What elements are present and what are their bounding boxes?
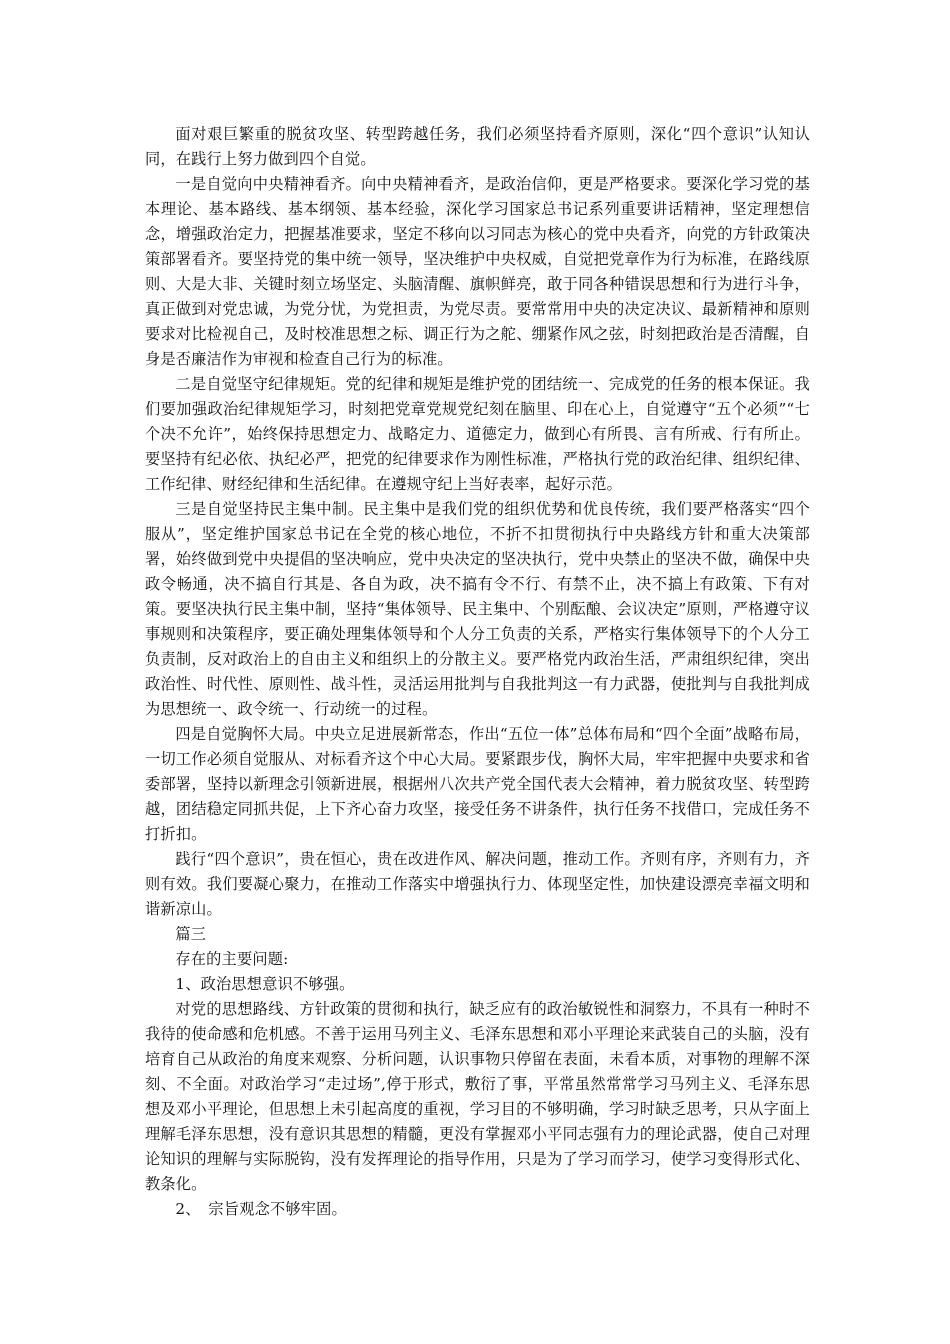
paragraph-point-one: 一是自觉向中央精神看齐。向中央精神看齐，是政治信仰，更是严格要求。要深化学习党的基本理论、基本路线、基本纲领、基本经验，深化学习国家总书记系列重要讲话精神，坚定理想信念，增强政治定力，把握基准要求，坚定不移向以习同志为核心的党中央看齐，向党的方针政策决策部署看齐。要坚持党的集中统一领导，坚决维护中央权威，自觉把党章作为行为标准，在路线原则、大是大非、关键时刻立场坚定、头脑清醒、旗帜鲜亮，敢于同各种错误思想和行为进行斗争，真正做到对党忠诚，为党分忧，为党担责，为党尽责。要常常用中央的决定决议、最新精神和原则要求对比检视自己，及时校准思想之标、调正行为之舵、绷紧作风之弦，时刻把政治是否清醒，自身是否廉洁作为审视和检查自己行为的标准。 [145, 175, 810, 368]
problem-one-title: 1、政治思想意识不够强。 [175, 975, 355, 993]
problem-two-title: 2、 宗旨观念不够牢固。 [175, 1200, 347, 1218]
paragraph-point-three: 三是自觉坚持民主集中制。民主集中是我们党的组织优势和优良传统，我们要严格落实“四个服从”，坚定维护国家总书记在全党的核心地位，不折不扣贯彻执行中央路线方针和重大决策部署，始终做到党中央提倡的坚决响应，党中央决定的坚决执行，党中央禁止的坚决不做，确保中央政令畅通，决不搞自行其是、各自为政，决不搞有令不行、有禁不止，决不搞上有政策、下有对策。要坚决执行民主集中制，坚持“集体领导、民主集中、个别酝酿、会议决定”原则，严格遵守议事规则和决策程序，要正确处理集体领导和个人分工负责的关系，严格实行集体领导下的个人分工负责制，反对政治上的自由主义和组织上的分散主义。要严格党内政治生活，严肃组织纪律，突出政治性、时代性、原则性、战斗性，灵活运用批判与自我批判这一有力武器，使批判与自我批判成为思想统一、政令统一、行动统一的过程。 [145, 500, 810, 718]
section-heading: 篇三 [175, 925, 207, 943]
paragraph-point-four: 四是自觉胸怀大局。中央立足进展新常态，作出“五位一体”总体布局和“四个全面”战略布局，一切工作必须自觉服从、对标看齐这个中心大局。要紧跟步伐，胸怀大局，牢牢把握中央要求和省委部署，坚持以新理念引领新进展，根据州八次共产党全国代表大会精神，着力脱贫攻坚、转型跨越，团结稳定同抓共促，上下齐心奋力攻坚，接受任务不讲条件，执行任务不找借口，完成任务不打折扣。 [145, 725, 810, 843]
paragraph-point-two: 二是自觉坚守纪律规矩。党的纪律和规矩是维护党的团结统一、完成党的任务的根本保证。我们要加强政治纪律规矩学习，时刻把党章党规党纪刻在脑里、印在心上，自觉遵守“五个必须”“七个决不允许”，始终保持思想定力、战略定力、道德定力，做到心有所畏、言有所戒、行有所止。要坚持有纪必依、执纪必严，把党的纪律要求作为刚性标准，严格执行党的政治纪律、组织纪律、工作纪律、财经纪律和生活纪律。在遵规守纪上当好表率，起好示范。 [145, 375, 810, 493]
paragraph-intro: 面对艰巨繁重的脱贫攻坚、转型跨越任务，我们必须坚持看齐原则，深化“四个意识”认知认同，在践行上努力做到四个自觉。 [145, 125, 810, 168]
document-body [145, 122, 810, 1222]
problems-heading: 存在的主要问题: [175, 950, 289, 968]
problem-one-body: 对党的思想路线、方针政策的贯彻和执行，缺乏应有的政治敏锐性和洞察力，不具有一种时不我待的使命感和危机感。不善于运用马列主义、毛泽东思想和邓小平理论来武装自己的头脑，没有培育自己从政治的角度来观察、分析问题，认识事物只停留在表面，未看本质，对事物的理解不深刻、不全面。对政治学习“走过场”,停于形式，敷衍了事，平常虽然常常学习马列主义、毛泽东思想及邓小平理论，但思想上未引起高度的重视，学习目的不够明确，学习时缺乏思考，只从字面上理解毛泽东思想，没有意识其思想的精髓，更没有掌握邓小平同志强有力的理论武器，使自己对理论知识的理解与实际脱钩，没有发挥理论的指导作用，只是为了学习而学习，使学习变得形式化、教条化。 [145, 1000, 810, 1193]
paragraph-conclusion: 践行“四个意识”，贵在恒心，贵在改进作风、解决问题，推动工作。齐则有序，齐则有力，齐则有效。我们要凝心聚力，在推动工作落实中增强执行力、体现坚定性，加快建设漂亮幸福文明和谐新凉山。 [145, 850, 810, 918]
